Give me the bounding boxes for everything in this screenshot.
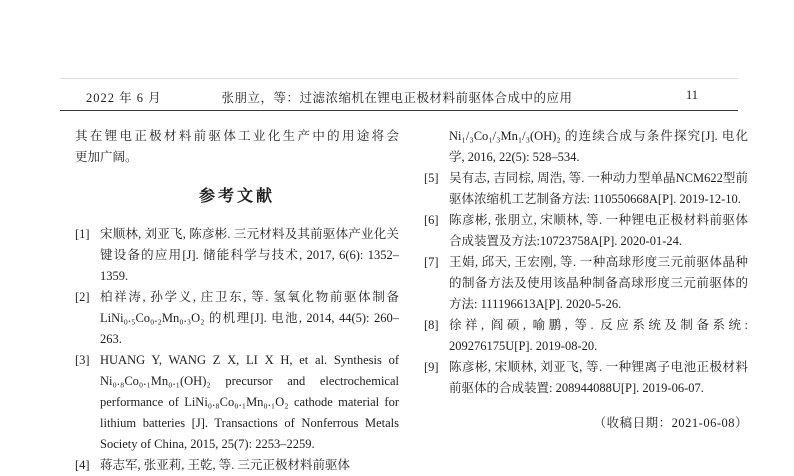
page-number: 11	[685, 88, 698, 102]
left-column	[75, 126, 399, 476]
reference-item-4	[75, 455, 399, 476]
reference-item-3	[75, 350, 399, 455]
right-column	[424, 126, 748, 434]
ref-label: [4]	[75, 458, 90, 472]
ref-text: 王娟, 邱天, 王宏刚, 等. 一种高球形度三元前驱体晶种的制备方法及使用该晶种制备高球形度三元前驱体的方法: 111196613A[P]. 2020-5-26.	[449, 255, 748, 311]
ref-text: Ni₁/₃Co₁/₃Mn₁/₃(OH)₂ 的连续合成与条件探究[J]. 电化学, 2016, 22(5): 528–534.	[449, 129, 748, 164]
reference-item-4-continuation	[424, 126, 748, 168]
reference-item-6	[424, 210, 748, 252]
reference-item-2	[75, 287, 399, 350]
reference-item-7	[424, 252, 748, 315]
running-header	[0, 88, 794, 106]
received-date: （收稿日期：2021-06-08）	[593, 416, 748, 430]
reference-item-1	[75, 224, 399, 287]
intro-paragraph-line2: 更加广阔。	[75, 150, 138, 164]
issue-date: 2022 年 6 月	[86, 91, 162, 105]
ref-label: [6]	[424, 213, 439, 227]
ref-text: 宋顺林, 刘亚飞, 陈彦彬. 三元材料及其前驱体产业化关键设备的应用[J]. 储能科学与技术, 2017, 6(6): 1352–1359.	[100, 227, 399, 283]
ref-text: 柏祥涛, 孙学义, 庄卫东, 等. 氢氧化物前驱体制备 LiNi₀.₅Co₀.₂Mn₀.₃O₂ 的机理[J]. 电池, 2014, 44(5): 260–263.	[100, 290, 399, 346]
ref-label: [3]	[75, 353, 90, 367]
reference-item-9	[424, 357, 748, 399]
ref-text: 陈彦彬, 宋顺林, 刘亚飞, 等. 一种锂离子电池正极材料前驱体的合成装置: 208944088U[P]. 2019-06-07.	[449, 360, 748, 395]
ref-label: [2]	[75, 290, 90, 304]
ref-text: HUANG Y, WANG Z X, LI X H, et al. Synthesis of Ni₀.₈Co₀.₁Mn₀.₁(OH)₂ precursor and electrochemical performance of LiNi₀.₈Co₀.₁Mn₀.₁O₂ cathode material for lithium batteries [J]. Transactions of Nonferrous Metals Society of China, 2015, 25(7): 2253–2259.	[100, 353, 399, 451]
ref-text: 徐祥, 阎硕, 喻鹏, 等. 反应系统及制备系统: 209276175U[P]. 2019-08-20.	[449, 318, 748, 353]
references-heading: 参考文献	[198, 188, 275, 205]
ref-label: [1]	[75, 227, 90, 241]
running-title: 张朋立，等：过滤浓缩机在锂电正极材料前驱体合成中的应用	[221, 91, 573, 105]
header-rule	[60, 110, 738, 111]
ref-label: [8]	[424, 318, 439, 332]
ref-text: 吴有志, 吉同棕, 周浩, 等. 一种动力型单晶NCM622型前驱体浓缩机工艺制备方法: 110550668A[P]. 2019-12-10.	[449, 171, 748, 206]
ref-text: 蒋志军, 张亚莉, 王乾, 等. 三元正极材料前驱体	[100, 458, 351, 472]
faint-top-rule	[60, 78, 738, 79]
ref-label: [9]	[424, 360, 439, 374]
intro-paragraph-line1: 其在锂电正极材料前驱体工业化生产中的用途将会	[75, 129, 399, 143]
reference-item-5	[424, 168, 748, 210]
ref-label: [7]	[424, 255, 439, 269]
ref-text: 陈彦彬, 张朋立, 宋顺林, 等. 一种锂电正极材料前驱体合成装置及方法:10723758A[P]. 2020-01-24.	[449, 213, 748, 248]
reference-item-8	[424, 315, 748, 357]
ref-label: [5]	[424, 171, 439, 185]
